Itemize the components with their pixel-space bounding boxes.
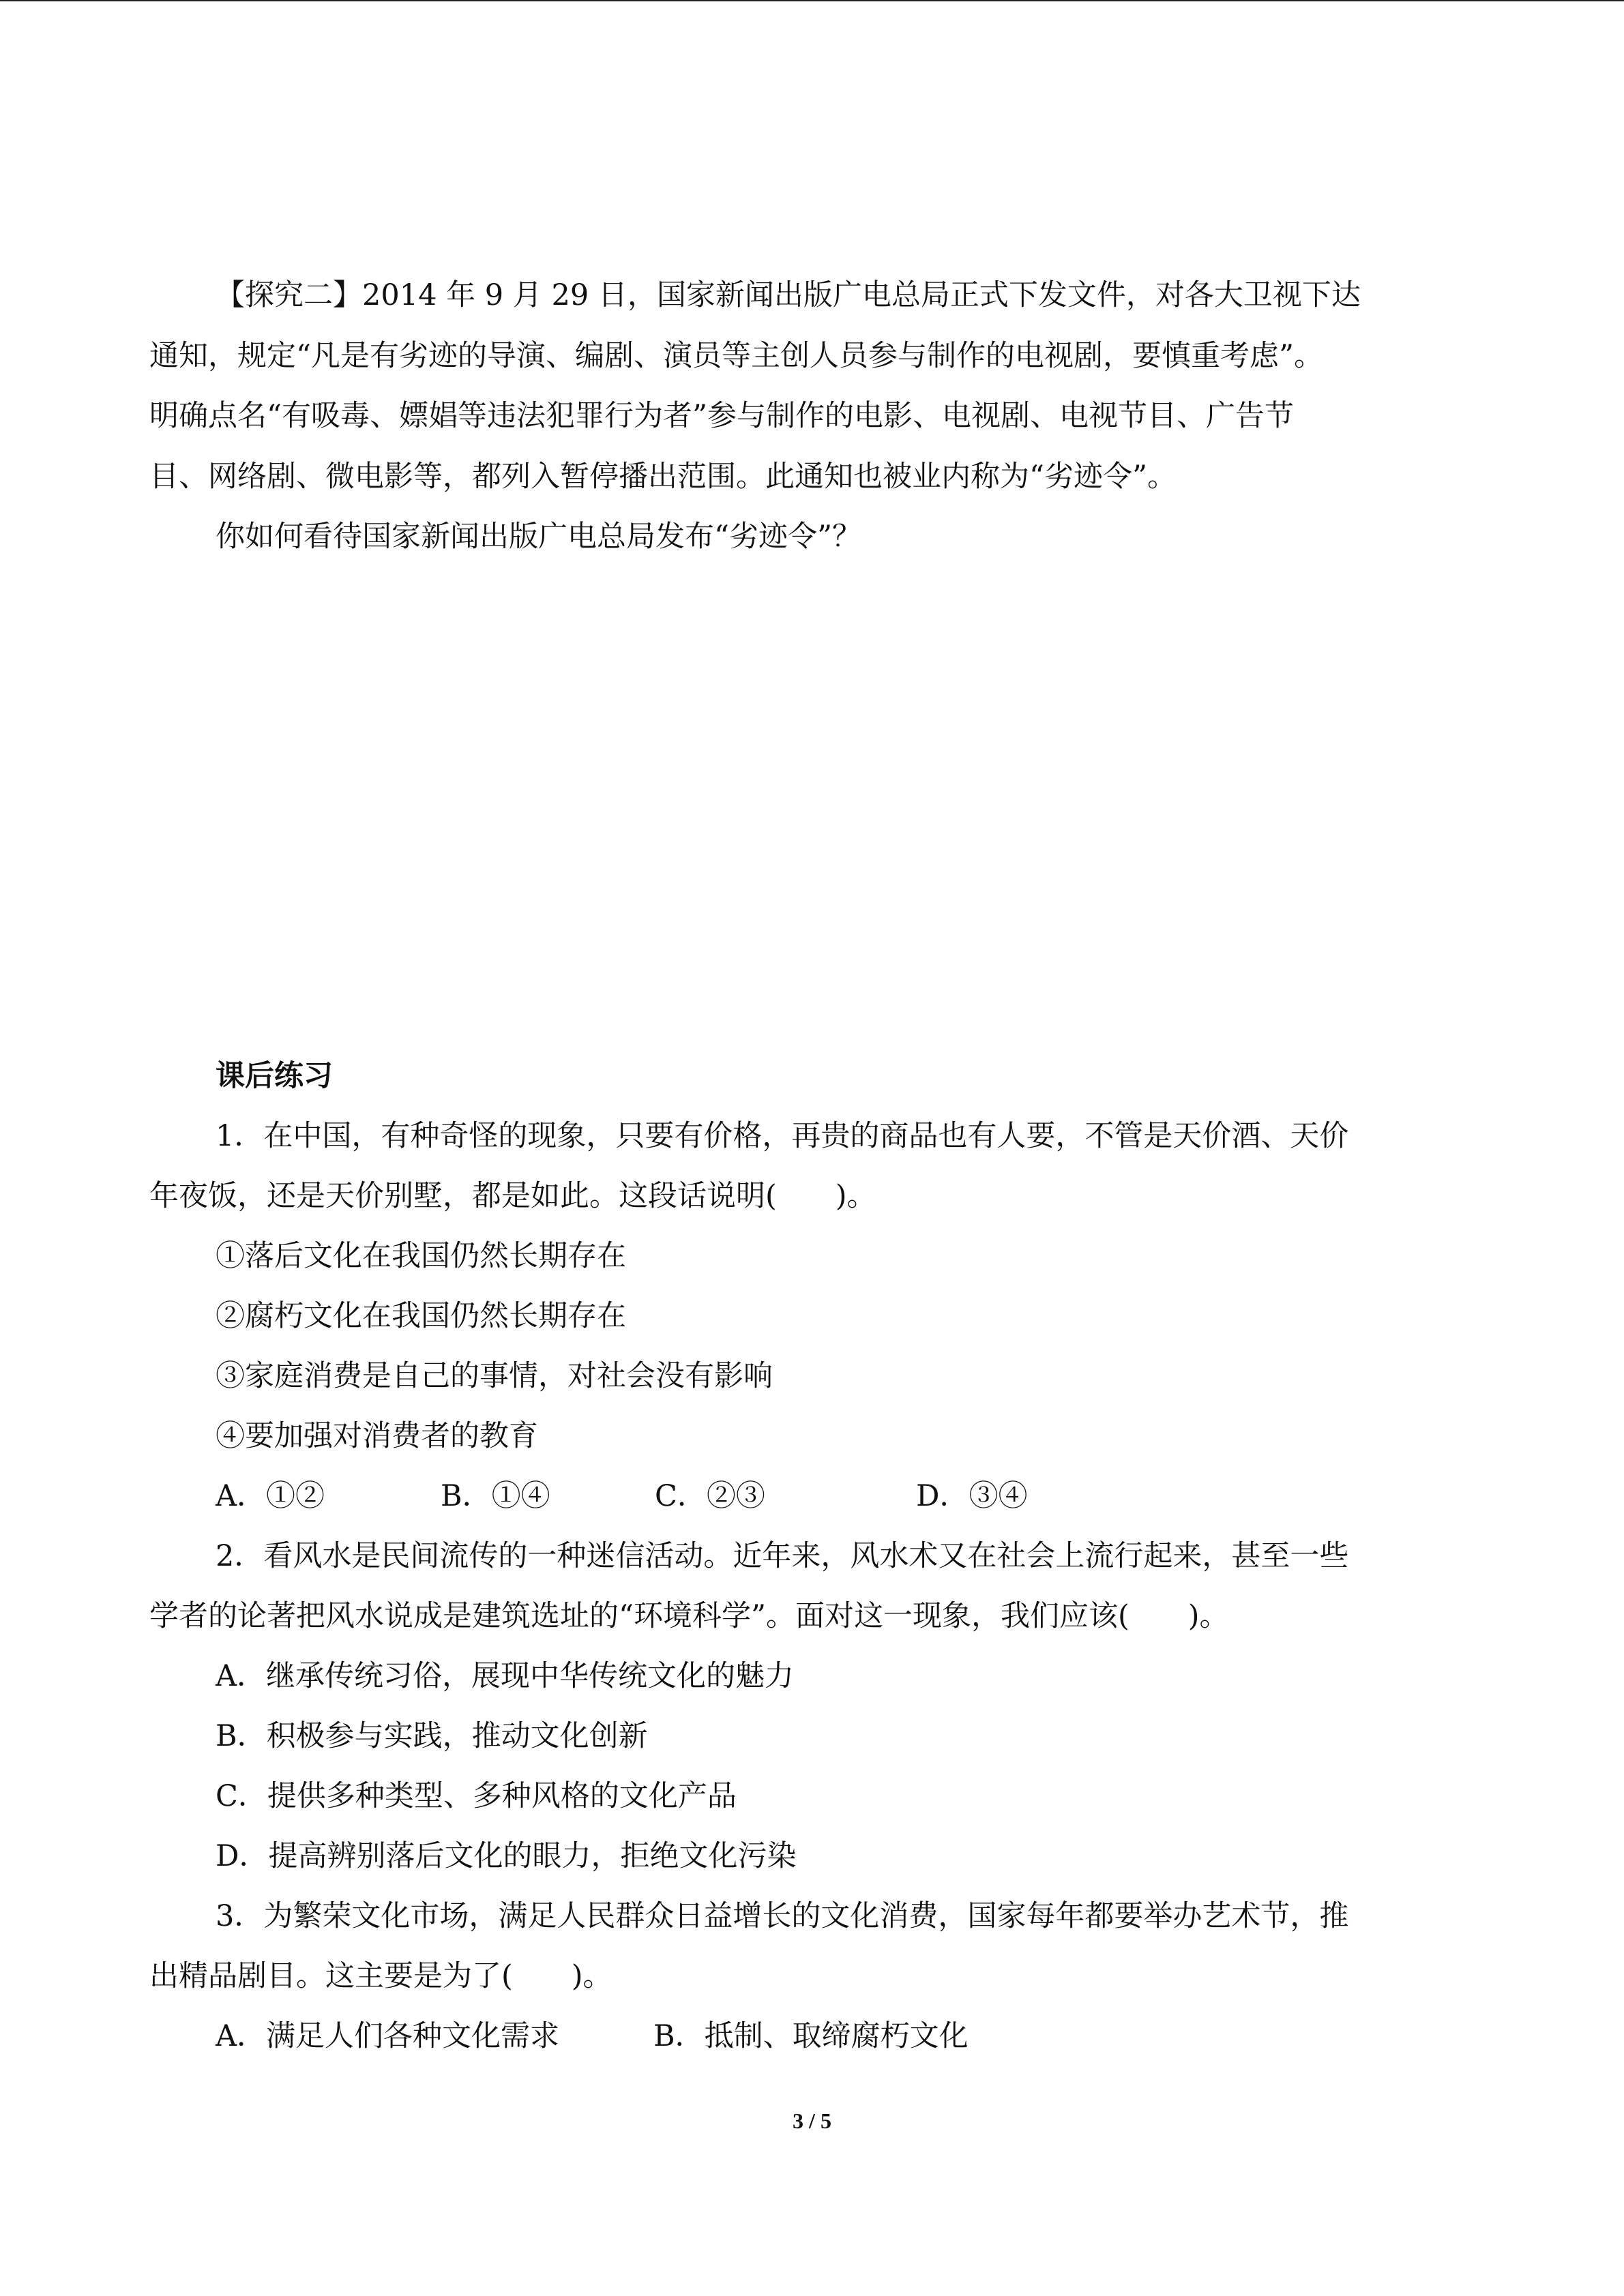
q1-item-2: ②腐朽文化在我国仍然长期存在 bbox=[216, 1299, 626, 1333]
q1-option-d: D．③④ bbox=[916, 1479, 1028, 1513]
q1-item-4: ④要加强对消费者的教育 bbox=[216, 1419, 538, 1453]
q2-line-1: 2．看风水是民间流传的一种迷信活动。近年来，风水术又在社会上流行起来，甚至一些 bbox=[216, 1539, 1349, 1573]
q1-line-1: 1．在中国，有种奇怪的现象，只要有价格，再贵的商品也有人要，不管是天价酒、天价 bbox=[216, 1119, 1349, 1153]
explore2-question: 你如何看待国家新闻出版广电总局发布“劣迹令”？ bbox=[216, 520, 861, 554]
q1-item-1: ①落后文化在我国仍然长期存在 bbox=[216, 1239, 626, 1273]
page-number: 3 / 5 bbox=[793, 2108, 831, 2133]
q2-option-b: B．积极参与实践，推动文化创新 bbox=[216, 1719, 648, 1753]
q1-option-c: C．②③ bbox=[655, 1479, 765, 1513]
explore2-line-2: 通知，规定“凡是有劣迹的导演、编剧、演员等主创人员参与制作的电视剧，要慎重考虑”。 bbox=[149, 339, 1323, 373]
q3-options-row bbox=[0, 2016, 1624, 2057]
q2-option-d: D．提高辨别落后文化的眼力，拒绝文化污染 bbox=[216, 1839, 797, 1873]
q2-option-c: C．提供多种类型、多种风格的文化产品 bbox=[216, 1779, 737, 1813]
q2-option-a: A．继承传统习俗，展现中华传统文化的魅力 bbox=[216, 1659, 795, 1693]
explore2-line-1: 【探究二】2014 年 9 月 29 日，国家新闻出版广电总局正式下发文件，对各大卫视下达 bbox=[216, 278, 1361, 312]
q1-line-2: 年夜饭，还是天价别墅，都是如此。这段话说明( )。 bbox=[149, 1179, 876, 1213]
q3-option-b: B．抵制、取缔腐朽文化 bbox=[653, 2019, 969, 2053]
explore2-line-4: 目、网络剧、微电影等，都列入暂停播出范围。此通知也被业内称为“劣迹令”。 bbox=[149, 460, 1177, 494]
q1-option-a: A．①② bbox=[216, 1479, 325, 1513]
q3-option-a: A．满足人们各种文化需求 bbox=[216, 2019, 560, 2053]
q1-item-3: ③家庭消费是自己的事情，对社会没有影响 bbox=[216, 1359, 773, 1393]
q2-line-2: 学者的论著把风水说成是建筑选址的“环境科学”。面对这一现象，我们应该( )。 bbox=[149, 1599, 1229, 1633]
q1-options-row bbox=[0, 1476, 1624, 1517]
page-top-border bbox=[0, 0, 1624, 1]
explore2-line-3: 明确点名“有吸毒、嫖娼等违法犯罪行为者”参与制作的电影、电视剧、电视节目、广告节 bbox=[149, 399, 1294, 433]
q1-option-b: B．①④ bbox=[441, 1479, 550, 1513]
q3-line-2: 出精品剧目。这主要是为了( )。 bbox=[149, 1959, 612, 1993]
practice-heading: 课后练习 bbox=[216, 1059, 333, 1093]
q3-line-1: 3．为繁荣文化市场，满足人民群众日益增长的文化消费，国家每年都要举办艺术节，推 bbox=[216, 1899, 1349, 1933]
